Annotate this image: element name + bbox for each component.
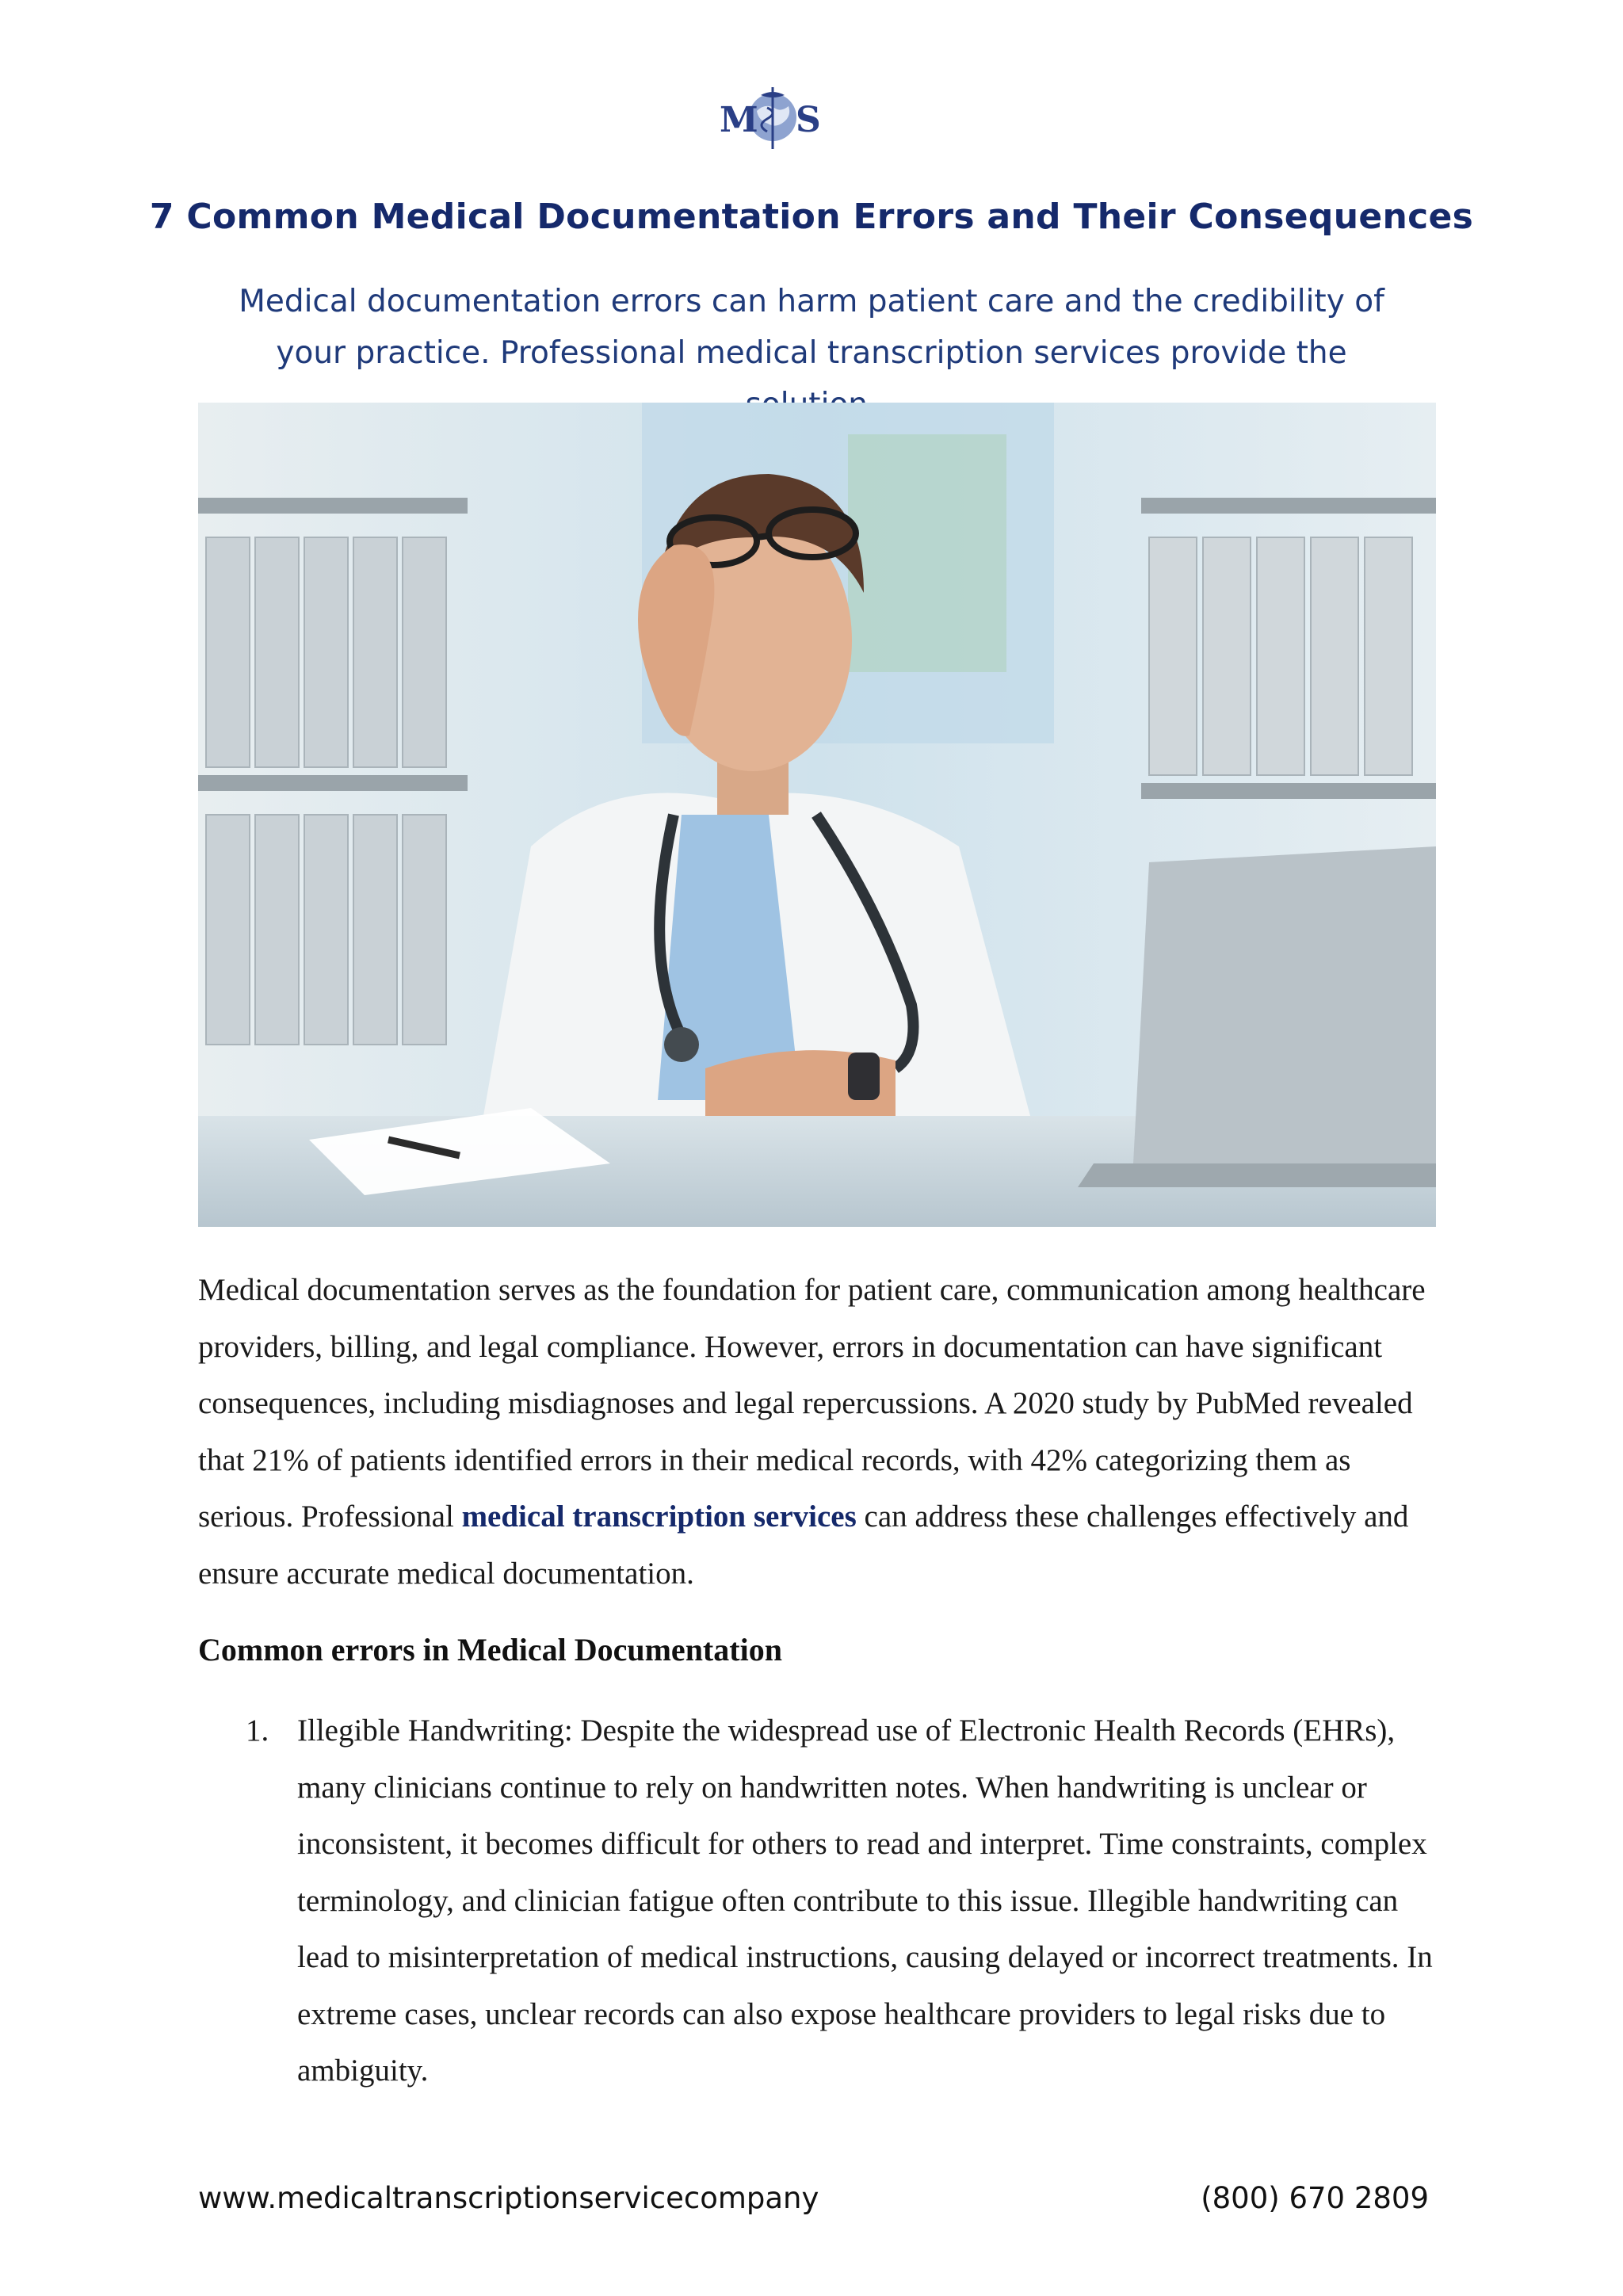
list-item-number: 1.: [246, 1713, 269, 1748]
logo-letter-m: M: [720, 100, 758, 140]
logo-letter-s: S: [796, 100, 821, 140]
company-logo: [713, 76, 832, 155]
medical-transcription-services-link[interactable]: medical transcription services: [461, 1499, 857, 1534]
stressed-doctor-photo: [198, 403, 1436, 1227]
page-title: 7 Common Medical Documentation Errors and Their Consequences: [149, 197, 1474, 237]
hero-image: [198, 403, 1436, 1227]
page-subtitle: Medical documentation errors can harm patient care and the credibility of your practice. Professional medical transcription services provide the: [239, 284, 1384, 371]
intro-text-before-link: Medical documentation serves as the foundation for patient care, communication among healthcare providers, billing, and legal compliance. However, errors in documentation can have significant consequences, including misdiagnoses and legal repercussions. A 2020 study by PubMed revealed that 21% of patients identified errors in their medical records, with 42% categorizing them as serious. Professional: [198, 1273, 1426, 1534]
intro-paragraph: [198, 1262, 1436, 1602]
errors-list: [198, 1702, 1436, 2099]
list-item: [198, 1702, 1436, 2099]
footer-phone[interactable]: (800) 670 2809: [1201, 2181, 1429, 2215]
intro-text-after-link: can address these challenges effectively and ensure accurate medical documentation.: [198, 1499, 1409, 1591]
footer-website[interactable]: www.medicaltranscriptionservicecompany: [198, 2181, 819, 2215]
list-item-text: Illegible Handwriting: Despite the widespread use of Electronic Health Records (EHRs), many clinicians continue to rely on handwritten notes. When handwriting is unclear or inconsistent, it becomes difficult for others to read and interpret. Time constraints, complex terminology, and clinician fatigue often contribute to this issue. Illegible handwriting can lead to misinterpretation of medical instructions, causing delayed or incorrect treatments. In extreme cases, unclear records can also expose healthcare providers to legal risks due to ambiguity.: [297, 1713, 1433, 2088]
section-heading: Common errors in Medical Documentation: [198, 1632, 782, 1668]
